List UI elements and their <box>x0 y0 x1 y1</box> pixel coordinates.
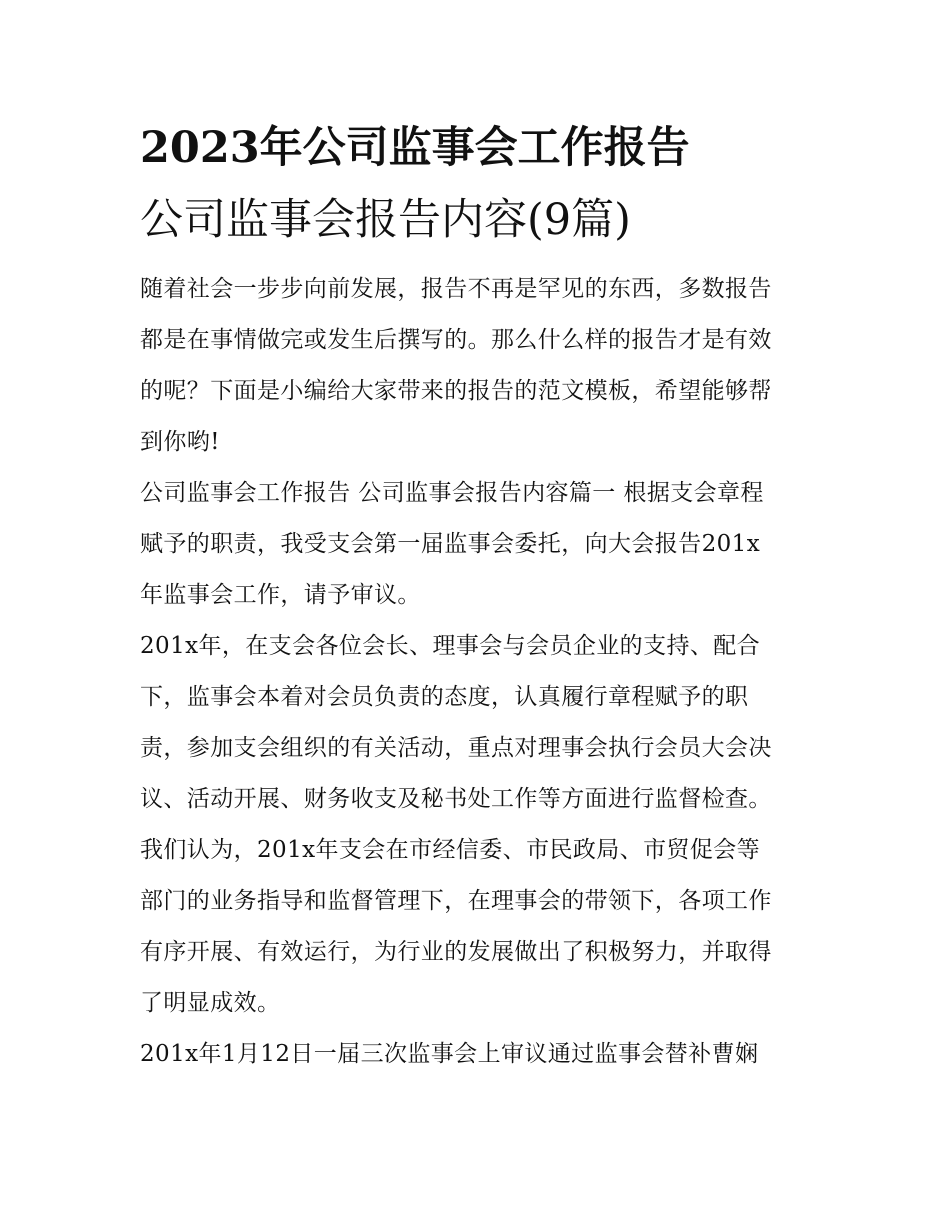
text-line: 责，参加支会组织的有关活动，重点对理事会执行会员大会决 <box>140 735 772 761</box>
text-line: 到你哟! <box>140 429 220 455</box>
document-page <box>140 112 820 1080</box>
text-line: 都是在事情做完或发生后撰写的。那么什么样的报告才是有效 <box>140 327 772 353</box>
text-line: 有序开展、有效运行，为行业的发展做出了积极努力，并取得 <box>140 939 772 965</box>
text-line: 201x年，在支会各位会长、理事会与会员企业的支持、配合 <box>140 633 761 659</box>
paragraph-section-one <box>140 468 820 621</box>
title-line-1: 2023年公司监事会工作报告 <box>140 123 690 173</box>
text-line: 我们认为，201x年支会在市经信委、市民政局、市贸促会等 <box>140 837 761 863</box>
text-line: 部门的业务指导和监督管理下，在理事会的带领下，各项工作 <box>140 888 772 914</box>
text-line: 赋予的职责，我受支会第一届监事会委托，向大会报告201x <box>140 531 761 557</box>
document-title <box>140 112 820 256</box>
title-line-2: 公司监事会报告内容(9篇) <box>140 195 631 245</box>
text-line: 201x年1月12日一届三次监事会上审议通过监事会替补曹娴 <box>140 1041 759 1067</box>
text-line: 年监事会工作，请予审议。 <box>140 582 421 608</box>
text-line: 随着社会一步步向前发展，报告不再是罕见的东西，多数报告 <box>140 276 772 302</box>
text-line: 了明显成效。 <box>140 990 281 1016</box>
paragraph-year-summary <box>140 621 820 1029</box>
text-line: 议、活动开展、财务收支及秘书处工作等方面进行监督检查。 <box>140 786 772 812</box>
text-line: 的呢？下面是小编给大家带来的报告的范文模板，希望能够帮 <box>140 378 772 404</box>
paragraph-meeting <box>140 1029 820 1080</box>
text-line: 公司监事会工作报告 公司监事会报告内容篇一 根据支会章程 <box>140 480 764 506</box>
text-line: 下，监事会本着对会员负责的态度，认真履行章程赋予的职 <box>140 684 749 710</box>
paragraph-intro <box>140 264 820 468</box>
